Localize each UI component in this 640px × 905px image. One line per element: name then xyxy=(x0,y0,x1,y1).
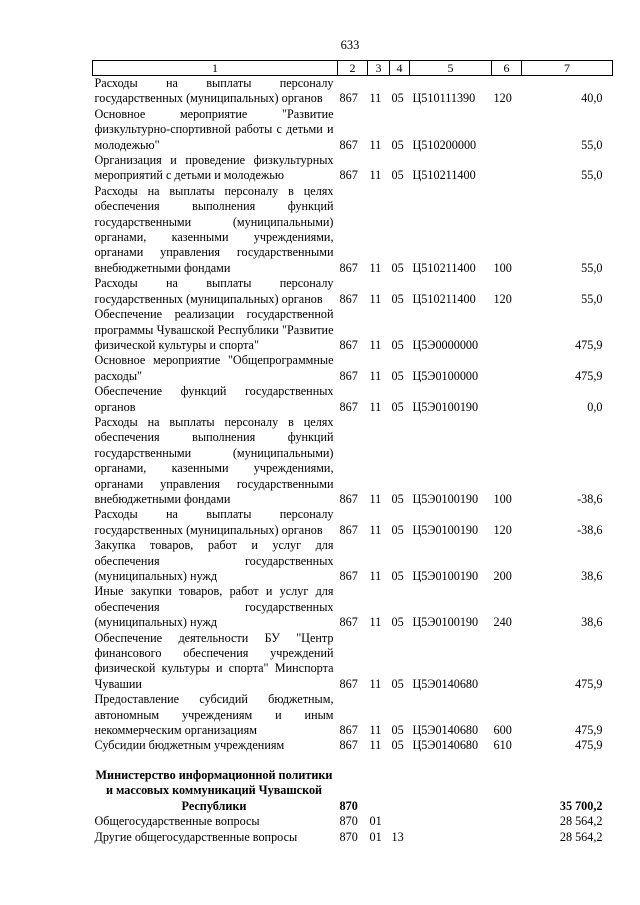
table-row xyxy=(93,384,613,415)
amount: 475,9 xyxy=(575,676,603,691)
target-article-code xyxy=(410,830,492,845)
subsection-code: 05 xyxy=(391,91,404,106)
table-row xyxy=(93,76,613,107)
row-name: Общегосударственные вопросы xyxy=(94,814,260,829)
section-code xyxy=(368,768,390,814)
subsection-code: 05 xyxy=(391,291,404,306)
department-code: 867 xyxy=(339,676,358,691)
target-article-code: Ц5Э0100190 xyxy=(412,522,479,537)
column-header: 5 xyxy=(410,61,492,76)
expense-type-code: 200 xyxy=(493,569,512,583)
section-code: 11 xyxy=(369,676,382,691)
expense-type-code xyxy=(492,307,522,353)
section-code: 11 xyxy=(369,291,382,306)
row-name: Организация и проведение физкультурных мероприятий с детьми и молодежью xyxy=(94,153,334,183)
target-article-code: Ц510211400 xyxy=(412,168,476,183)
table-row xyxy=(93,153,613,184)
section-code: 11 xyxy=(369,399,382,414)
row-name: Основное мероприятие "Общепрограммные расходы" xyxy=(94,353,334,383)
budget-table xyxy=(92,60,613,845)
target-article-code: Ц5Э0100190 xyxy=(412,491,479,506)
section-code: 11 xyxy=(369,260,382,275)
expense-type-code: 100 xyxy=(493,260,512,275)
department-code: 867 xyxy=(339,337,358,352)
section-code: 11 xyxy=(369,723,382,738)
row-name: Министерство информационной политики и массовых коммуникаций Чувашской Республики xyxy=(95,767,333,813)
amount: 475,9 xyxy=(575,368,603,383)
table-row xyxy=(93,631,613,693)
department-code: 867 xyxy=(339,137,358,152)
department-code: 870 xyxy=(339,798,358,813)
table-row xyxy=(93,538,613,584)
amount: 55,0 xyxy=(581,291,603,306)
target-article-code: Ц5Э0140680 xyxy=(412,723,479,738)
row-name: Основное мероприятие "Развитие физкультурно-спортивной работы с детьми и молодежью" xyxy=(94,106,334,152)
table-header xyxy=(93,61,613,76)
section-code: 11 xyxy=(369,368,382,383)
header-row xyxy=(93,61,613,76)
target-article-code: Ц510111390 xyxy=(412,91,476,106)
department-code: 867 xyxy=(339,723,358,738)
column-header: 3 xyxy=(368,61,390,76)
table-row xyxy=(93,738,613,753)
subsection-code: 05 xyxy=(391,260,404,275)
table-body xyxy=(93,76,613,845)
row-name: Субсидии бюджетным учреждениям xyxy=(94,738,285,753)
table-row xyxy=(93,353,613,384)
table-row xyxy=(93,276,613,307)
section-code: 11 xyxy=(369,491,382,506)
department-code: 870 xyxy=(339,829,358,844)
section-code: 11 xyxy=(369,137,382,152)
subsection-code xyxy=(390,768,410,814)
target-article-code: Ц5Э0100190 xyxy=(412,569,479,583)
row-name: Иные закупки товаров, работ и услуг для обеспечения государственных (муниципальных) нужд xyxy=(94,584,334,630)
target-article-code: Ц510211400 xyxy=(412,260,476,275)
expense-type-code xyxy=(492,384,522,415)
subsection-code: 05 xyxy=(391,399,404,414)
subsection-code: 13 xyxy=(391,829,404,844)
amount: 35 700,2 xyxy=(559,798,603,813)
subsection-code: 05 xyxy=(391,738,404,753)
department-code: 867 xyxy=(339,522,358,537)
column-header: 6 xyxy=(492,61,522,76)
amount: 28 564,2 xyxy=(559,829,603,844)
expense-type-code xyxy=(492,353,522,384)
subsection-code: 05 xyxy=(391,491,404,506)
target-article-code xyxy=(410,814,492,829)
amount: -38,6 xyxy=(577,522,603,537)
department-code: 867 xyxy=(339,569,358,583)
department-code: 867 xyxy=(339,291,358,306)
department-code: 867 xyxy=(339,399,358,414)
amount: 55,0 xyxy=(581,260,603,275)
subsection-code: 05 xyxy=(391,337,404,352)
amount: 28 564,2 xyxy=(559,814,603,829)
table-row xyxy=(93,830,613,845)
subsection-code: 05 xyxy=(391,368,404,383)
target-article-code: Ц5Э0100000 xyxy=(412,368,479,383)
section-code: 11 xyxy=(369,738,382,753)
expense-type-code: 120 xyxy=(493,522,512,537)
table-row xyxy=(93,307,613,353)
target-article-code: Ц5Э0100190 xyxy=(412,399,479,414)
target-article-code: Ц5Э0140680 xyxy=(412,676,479,691)
table-row xyxy=(93,692,613,738)
spacer-row xyxy=(93,754,613,768)
target-article-code: Ц5Э0140680 xyxy=(412,738,479,753)
table-row xyxy=(93,107,613,153)
table-row xyxy=(93,415,613,507)
department-code: 867 xyxy=(339,168,358,183)
table-row xyxy=(93,184,613,276)
row-name: Расходы на выплаты персоналу государственных (муниципальных) органов xyxy=(94,76,334,106)
column-header: 7 xyxy=(522,61,613,76)
subsection-code: 05 xyxy=(391,723,404,738)
page-number: 633 xyxy=(340,38,360,52)
section-code: 11 xyxy=(369,168,382,183)
subsection-code: 05 xyxy=(391,569,404,583)
amount: -38,6 xyxy=(577,491,603,506)
expense-type-code: 600 xyxy=(493,723,512,738)
column-header: 2 xyxy=(338,61,368,76)
row-name: Расходы на выплаты персоналу государственных (муниципальных) органов xyxy=(94,507,334,537)
expense-type-code: 610 xyxy=(493,738,512,753)
table-row xyxy=(93,814,613,829)
spacer-cell xyxy=(93,754,613,768)
department-code: 867 xyxy=(339,738,358,753)
section-code: 01 xyxy=(369,814,382,829)
row-name: Расходы на выплаты персоналу государственных (муниципальных) органов xyxy=(94,276,334,306)
subsection-code xyxy=(390,814,410,829)
expense-type-code: 240 xyxy=(493,615,512,630)
amount: 0,0 xyxy=(587,399,603,414)
target-article-code: Ц5Э0000000 xyxy=(412,337,479,352)
expense-type-code xyxy=(492,830,522,845)
amount: 475,9 xyxy=(575,738,603,753)
section-code: 11 xyxy=(369,337,382,352)
row-name: Обеспечение реализации государственной программы Чувашской Республики "Развитие физической культуры и спорта" xyxy=(94,307,334,352)
table-row xyxy=(93,507,613,538)
expense-type-code xyxy=(492,631,522,693)
amount: 38,6 xyxy=(581,569,603,583)
row-name: Предоставление субсидий бюджетным, автономным учреждениям и иным некоммерческим организациям xyxy=(94,692,334,738)
subsection-code: 05 xyxy=(391,676,404,691)
row-name: Другие общегосударственные вопросы xyxy=(94,829,298,844)
section-code: 11 xyxy=(369,91,382,106)
amount: 475,9 xyxy=(575,337,603,352)
column-header: 1 xyxy=(93,61,338,76)
target-article-code: Ц510211400 xyxy=(412,291,476,306)
expense-type-code xyxy=(492,107,522,153)
expense-type-code: 100 xyxy=(493,491,512,506)
amount: 40,0 xyxy=(581,91,603,106)
expense-type-code xyxy=(492,814,522,829)
target-article-code: Ц510200000 xyxy=(412,137,477,152)
column-header: 4 xyxy=(390,61,410,76)
expense-type-code: 120 xyxy=(493,291,512,306)
target-article-code: Ц5Э0100190 xyxy=(412,615,479,630)
section-code: 11 xyxy=(369,615,382,630)
section-code: 01 xyxy=(369,829,382,844)
expense-type-code: 120 xyxy=(493,91,512,106)
subsection-code: 05 xyxy=(391,522,404,537)
subsection-code: 05 xyxy=(391,137,404,152)
row-name: Обеспечение функций государственных органов xyxy=(94,384,334,414)
table-row xyxy=(93,584,613,630)
department-code: 867 xyxy=(339,260,358,275)
department-code: 867 xyxy=(339,491,358,506)
row-name: Расходы на выплаты персоналу в целях обеспечения выполнения функций государственными (муниципальными) органами, казенными учреждениями, органами управления государственными внебюджетными фондами xyxy=(94,414,334,506)
target-article-code xyxy=(410,768,492,814)
expense-type-code xyxy=(492,768,522,814)
row-name: Расходы на выплаты персоналу в целях обеспечения выполнения функций государственными (муниципальными) органами, казенными учреждениями, органами управления государственными внебюджетными фондами xyxy=(94,183,334,275)
amount: 38,6 xyxy=(581,615,603,630)
amount: 55,0 xyxy=(581,137,603,152)
department-code: 867 xyxy=(339,615,358,630)
department-code: 867 xyxy=(339,368,358,383)
row-name: Закупка товаров, работ и услуг для обеспечения государственных (муниципальных) нужд xyxy=(94,538,334,583)
row-name: Обеспечение деятельности БУ "Центр финансового обеспечения учреждений физической культуры и спорта" Минспорта Чувашии xyxy=(94,630,334,691)
department-code: 870 xyxy=(339,814,358,829)
section-code: 11 xyxy=(369,522,382,537)
section-code: 11 xyxy=(369,569,382,583)
department-code: 867 xyxy=(339,91,358,106)
table-row xyxy=(93,768,613,814)
expense-type-code xyxy=(492,153,522,184)
subsection-code: 05 xyxy=(391,615,404,630)
amount: 55,0 xyxy=(581,168,603,183)
amount: 475,9 xyxy=(575,723,603,738)
subsection-code: 05 xyxy=(391,168,404,183)
